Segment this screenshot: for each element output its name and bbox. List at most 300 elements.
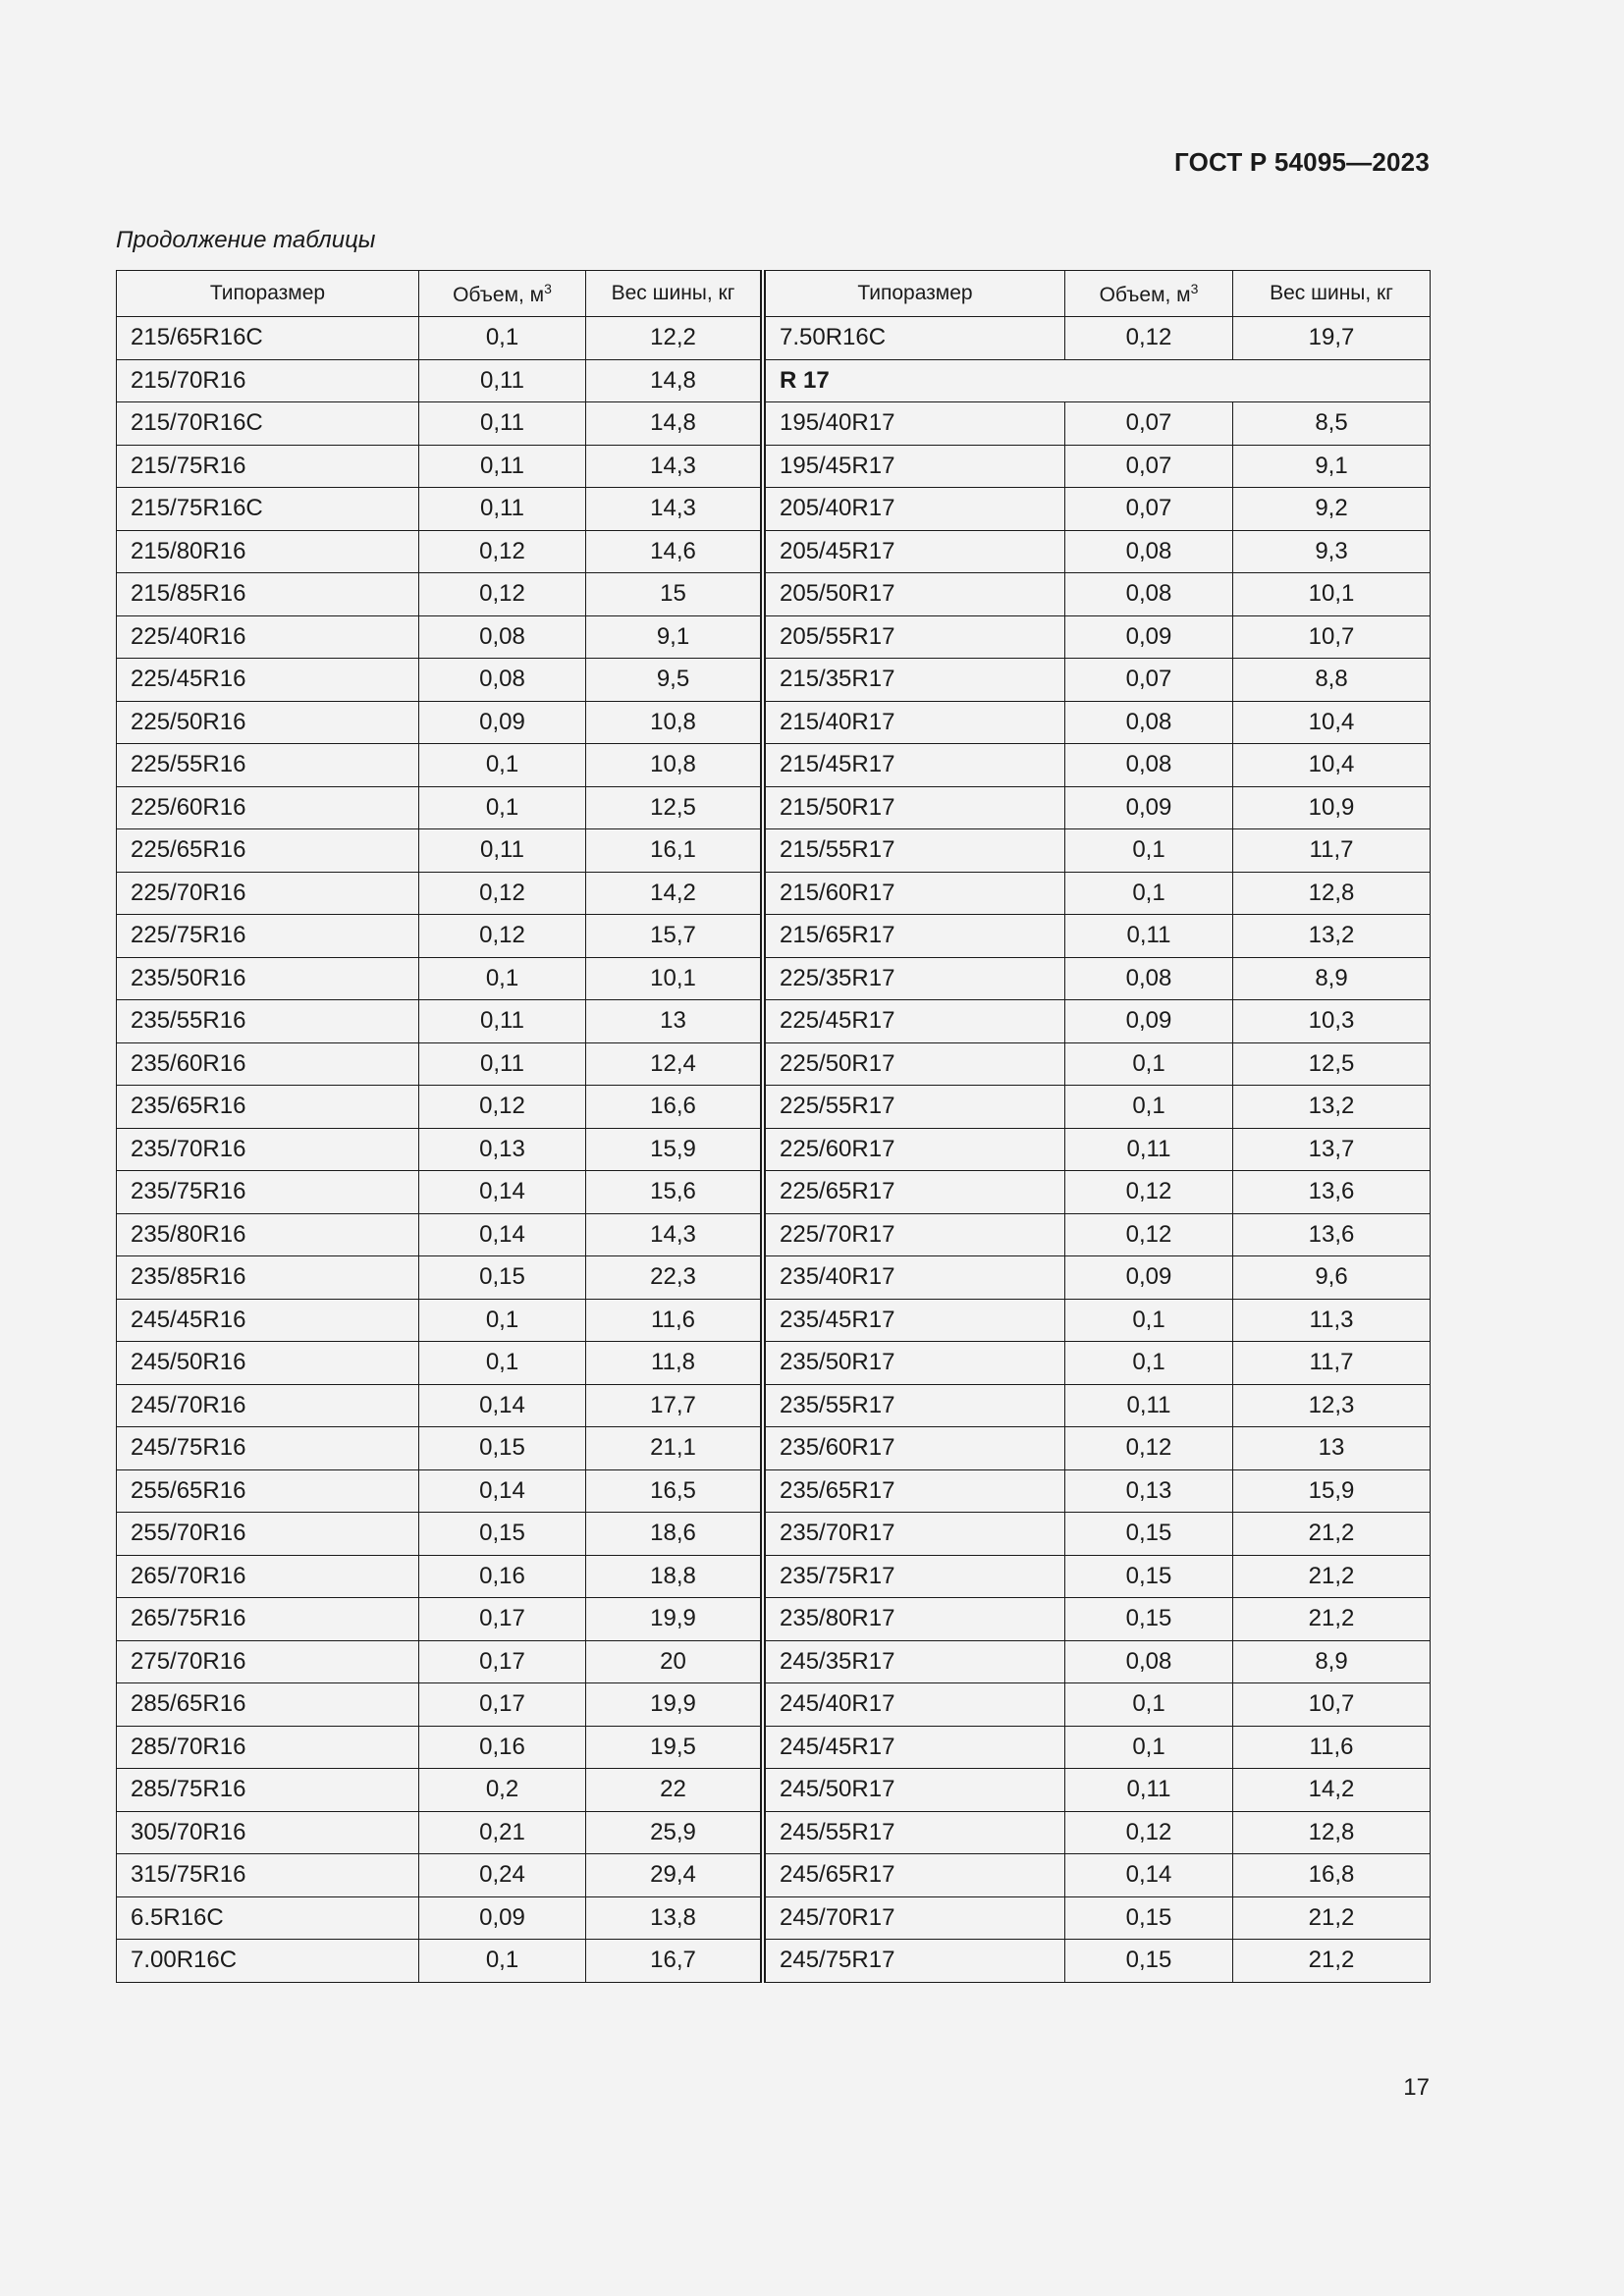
table-row [766,1000,1431,1043]
table-row [766,1598,1431,1641]
cell-volume: 0,1 [419,1342,586,1385]
cell-weight: 11,6 [586,1299,761,1342]
cell-weight: 14,3 [586,1213,761,1256]
cell-weight: 19,7 [1233,317,1431,360]
cell-volume: 0,11 [1065,915,1233,958]
table-row [117,530,761,573]
cell-size: 255/70R16 [117,1513,419,1556]
section-heading: R 17 [766,359,1431,402]
table-row [766,317,1431,360]
header-volume [1065,271,1233,317]
cell-size: 255/65R16 [117,1469,419,1513]
cell-volume: 0,1 [419,317,586,360]
cell-weight: 22,3 [586,1256,761,1300]
cell-weight: 25,9 [586,1811,761,1854]
cell-weight: 21,2 [1233,1513,1431,1556]
cell-size: 205/45R17 [766,530,1065,573]
cell-size: 195/40R17 [766,402,1065,446]
cell-volume: 0,16 [419,1555,586,1598]
table-row [117,1000,761,1043]
cell-size: 215/80R16 [117,530,419,573]
cell-weight: 9,1 [586,615,761,659]
cell-size: 245/45R17 [766,1726,1065,1769]
cell-size: 215/65R17 [766,915,1065,958]
cell-volume: 0,24 [419,1854,586,1897]
cell-volume: 0,12 [1065,1811,1233,1854]
cell-size: 315/75R16 [117,1854,419,1897]
cell-weight: 10,3 [1233,1000,1431,1043]
cell-volume: 0,12 [419,872,586,915]
cell-size: 215/75R16C [117,488,419,531]
cell-volume: 0,13 [419,1128,586,1171]
cell-volume: 0,15 [1065,1896,1233,1940]
cell-weight: 9,3 [1233,530,1431,573]
table-row [766,488,1431,531]
cell-size: 205/40R17 [766,488,1065,531]
table-row [117,1213,761,1256]
cell-size: 7.50R16C [766,317,1065,360]
cell-size: 235/60R17 [766,1427,1065,1470]
header-volume-unit-exponent: 3 [544,280,552,296]
cell-weight: 15,9 [1233,1469,1431,1513]
cell-weight: 10,8 [586,701,761,744]
cell-weight: 22 [586,1769,761,1812]
cell-weight: 12,3 [1233,1384,1431,1427]
cell-size: 215/70R16 [117,359,419,402]
cell-size: 245/75R16 [117,1427,419,1470]
cell-volume: 0,07 [1065,445,1233,488]
table-row [117,1640,761,1683]
cell-volume: 0,12 [419,1086,586,1129]
cell-size: 235/45R17 [766,1299,1065,1342]
cell-weight: 17,7 [586,1384,761,1427]
cell-volume: 0,12 [1065,1427,1233,1470]
cell-weight: 14,8 [586,402,761,446]
cell-volume: 0,14 [419,1171,586,1214]
cell-volume: 0,1 [1065,1683,1233,1727]
cell-volume: 0,17 [419,1640,586,1683]
cell-weight: 11,7 [1233,1342,1431,1385]
table-row [766,915,1431,958]
header-size: Типоразмер [766,271,1065,317]
cell-volume: 0,08 [1065,701,1233,744]
cell-weight: 10,9 [1233,786,1431,829]
cell-size: 215/50R17 [766,786,1065,829]
cell-volume: 0,07 [1065,659,1233,702]
table-row [766,957,1431,1000]
table-row [117,1555,761,1598]
cell-size: 225/65R16 [117,829,419,873]
cell-weight: 29,4 [586,1854,761,1897]
cell-weight: 15 [586,573,761,616]
cell-weight: 13,2 [1233,1086,1431,1129]
cell-weight: 13,6 [1233,1171,1431,1214]
cell-volume: 0,11 [1065,1769,1233,1812]
table-row [766,1299,1431,1342]
table-row [117,402,761,446]
cell-volume: 0,1 [1065,1042,1233,1086]
table-row [117,915,761,958]
table-row [766,1640,1431,1683]
table-row [766,701,1431,744]
cell-weight: 11,7 [1233,829,1431,873]
cell-weight: 16,5 [586,1469,761,1513]
table-row [117,1940,761,1983]
table-row [117,1128,761,1171]
cell-size: 235/80R17 [766,1598,1065,1641]
cell-size: 245/55R17 [766,1811,1065,1854]
cell-size: 285/70R16 [117,1726,419,1769]
cell-size: 215/55R17 [766,829,1065,873]
cell-size: 235/75R16 [117,1171,419,1214]
table-row [766,1427,1431,1470]
cell-weight: 9,6 [1233,1256,1431,1300]
cell-size: 235/85R16 [117,1256,419,1300]
cell-weight: 10,7 [1233,1683,1431,1727]
cell-volume: 0,15 [419,1256,586,1300]
cell-weight: 21,2 [1233,1598,1431,1641]
cell-size: 225/55R16 [117,744,419,787]
cell-weight: 9,2 [1233,488,1431,531]
cell-volume: 0,11 [419,829,586,873]
cell-size: 285/65R16 [117,1683,419,1727]
table-row [117,445,761,488]
table-row [766,1854,1431,1897]
cell-volume: 0,17 [419,1598,586,1641]
cell-volume: 0,13 [1065,1469,1233,1513]
table-row [766,786,1431,829]
cell-size: 215/45R17 [766,744,1065,787]
cell-volume: 0,12 [419,915,586,958]
tire-table [116,270,1431,1983]
cell-weight: 8,8 [1233,659,1431,702]
table-row [117,1042,761,1086]
cell-size: 235/65R16 [117,1086,419,1129]
cell-weight: 21,1 [586,1427,761,1470]
cell-size: 205/55R17 [766,615,1065,659]
cell-weight: 19,9 [586,1683,761,1727]
table-row [117,786,761,829]
cell-volume: 0,11 [419,402,586,446]
cell-volume: 0,11 [1065,1128,1233,1171]
cell-weight: 18,8 [586,1555,761,1598]
cell-weight: 9,1 [1233,445,1431,488]
cell-weight: 19,5 [586,1726,761,1769]
table-row [766,1342,1431,1385]
table-row [117,488,761,531]
cell-size: 235/65R17 [766,1469,1065,1513]
cell-volume: 0,1 [419,786,586,829]
cell-size: 215/65R16C [117,317,419,360]
cell-volume: 0,12 [1065,1213,1233,1256]
cell-weight: 12,8 [1233,1811,1431,1854]
table-row [766,1042,1431,1086]
table-row [117,1299,761,1342]
table-row [766,615,1431,659]
cell-size: 225/65R17 [766,1171,1065,1214]
cell-weight: 15,7 [586,915,761,958]
cell-volume: 0,08 [1065,744,1233,787]
cell-weight: 12,8 [1233,872,1431,915]
table-row [766,1171,1431,1214]
cell-volume: 0,11 [1065,1384,1233,1427]
cell-size: 245/65R17 [766,1854,1065,1897]
cell-size: 225/60R16 [117,786,419,829]
cell-weight: 10,1 [1233,573,1431,616]
cell-weight: 16,7 [586,1940,761,1983]
cell-size: 205/50R17 [766,573,1065,616]
cell-size: 225/60R17 [766,1128,1065,1171]
table-row [117,659,761,702]
cell-volume: 0,1 [1065,829,1233,873]
table-row [766,1769,1431,1812]
cell-weight: 13,7 [1233,1128,1431,1171]
cell-size: 235/55R16 [117,1000,419,1043]
cell-volume: 0,12 [1065,1171,1233,1214]
table-row [766,829,1431,873]
cell-weight: 13 [1233,1427,1431,1470]
cell-size: 235/70R16 [117,1128,419,1171]
table-row [117,1598,761,1641]
cell-volume: 0,1 [1065,1086,1233,1129]
table-row [766,1086,1431,1129]
cell-weight: 14,2 [1233,1769,1431,1812]
cell-weight: 18,6 [586,1513,761,1556]
cell-size: 235/50R17 [766,1342,1065,1385]
table-row [117,1683,761,1727]
cell-size: 225/50R16 [117,701,419,744]
cell-size: 215/85R16 [117,573,419,616]
cell-volume: 0,1 [419,744,586,787]
table-row [117,359,761,402]
cell-weight: 16,8 [1233,1854,1431,1897]
cell-volume: 0,08 [419,659,586,702]
cell-size: 245/50R16 [117,1342,419,1385]
table-row [117,615,761,659]
cell-weight: 13 [586,1000,761,1043]
cell-weight: 10,4 [1233,701,1431,744]
cell-volume: 0,2 [419,1769,586,1812]
table-row [766,1683,1431,1727]
cell-volume: 0,15 [1065,1513,1233,1556]
table-row [117,957,761,1000]
cell-volume: 0,14 [419,1213,586,1256]
table-row [766,744,1431,787]
cell-volume: 0,09 [419,1896,586,1940]
cell-size: 245/70R16 [117,1384,419,1427]
cell-weight: 16,1 [586,829,761,873]
header-row [117,271,761,317]
cell-weight: 14,3 [586,445,761,488]
cell-volume: 0,09 [419,701,586,744]
cell-volume: 0,15 [1065,1940,1233,1983]
cell-size: 225/50R17 [766,1042,1065,1086]
cell-weight: 14,2 [586,872,761,915]
cell-weight: 15,9 [586,1128,761,1171]
cell-size: 265/70R16 [117,1555,419,1598]
cell-volume: 0,1 [1065,1342,1233,1385]
cell-weight: 9,5 [586,659,761,702]
cell-volume: 0,08 [1065,573,1233,616]
table-row [117,872,761,915]
table-row [117,1086,761,1129]
table-row [117,1469,761,1513]
cell-weight: 12,5 [586,786,761,829]
cell-size: 235/50R16 [117,957,419,1000]
table-continuation-caption: Продолжение таблицы [116,227,376,253]
cell-size: 225/45R17 [766,1000,1065,1043]
table-row [117,1513,761,1556]
cell-volume: 0,1 [1065,1726,1233,1769]
cell-size: 235/55R17 [766,1384,1065,1427]
cell-volume: 0,12 [419,530,586,573]
table-row [766,1940,1431,1983]
table-row [117,1854,761,1897]
cell-weight: 11,8 [586,1342,761,1385]
cell-size: 215/35R17 [766,659,1065,702]
cell-volume: 0,15 [1065,1598,1233,1641]
table-row [766,530,1431,573]
table-row [117,317,761,360]
cell-weight: 14,8 [586,359,761,402]
table-row [766,1811,1431,1854]
cell-volume: 0,16 [419,1726,586,1769]
table-row [117,1171,761,1214]
cell-weight: 21,2 [1233,1896,1431,1940]
cell-volume: 0,11 [419,1042,586,1086]
cell-size: 7.00R16C [117,1940,419,1983]
table-row [117,1342,761,1385]
table-row [117,1726,761,1769]
cell-volume: 0,14 [419,1384,586,1427]
cell-volume: 0,09 [1065,1000,1233,1043]
cell-size: 245/50R17 [766,1769,1065,1812]
table-row [766,1555,1431,1598]
cell-volume: 0,1 [419,1940,586,1983]
cell-weight: 11,6 [1233,1726,1431,1769]
cell-size: 235/60R16 [117,1042,419,1086]
header-weight: Вес шины, кг [1233,271,1431,317]
header-row [766,271,1431,317]
cell-volume: 0,11 [419,1000,586,1043]
cell-size: 235/70R17 [766,1513,1065,1556]
cell-weight: 14,3 [586,488,761,531]
cell-weight: 12,4 [586,1042,761,1086]
cell-size: 225/45R16 [117,659,419,702]
cell-size: 245/40R17 [766,1683,1065,1727]
cell-volume: 0,15 [1065,1555,1233,1598]
table-row [117,744,761,787]
cell-weight: 14,6 [586,530,761,573]
cell-weight: 20 [586,1640,761,1683]
table-row [766,402,1431,446]
table-row [766,573,1431,616]
cell-volume: 0,15 [419,1513,586,1556]
cell-size: 305/70R16 [117,1811,419,1854]
cell-weight: 13,2 [1233,915,1431,958]
cell-volume: 0,1 [1065,1299,1233,1342]
table-row [766,1726,1431,1769]
table-row [766,872,1431,915]
table-row [766,659,1431,702]
cell-volume: 0,12 [419,573,586,616]
table-row [117,1256,761,1300]
cell-weight: 10,1 [586,957,761,1000]
tire-table-right [765,270,1431,1983]
cell-volume: 0,12 [1065,317,1233,360]
table-row [766,1513,1431,1556]
table-row [117,1427,761,1470]
table-row [766,1896,1431,1940]
cell-size: 225/35R17 [766,957,1065,1000]
table-row [766,1256,1431,1300]
cell-volume: 0,21 [419,1811,586,1854]
cell-weight: 10,4 [1233,744,1431,787]
header-volume-label: Объем, м [453,283,545,306]
cell-weight: 11,3 [1233,1299,1431,1342]
cell-weight: 12,5 [1233,1042,1431,1086]
cell-volume: 0,1 [419,1299,586,1342]
cell-size: 215/70R16C [117,402,419,446]
cell-size: 195/45R17 [766,445,1065,488]
cell-size: 225/55R17 [766,1086,1065,1129]
cell-weight: 15,6 [586,1171,761,1214]
cell-volume: 0,09 [1065,1256,1233,1300]
cell-weight: 8,9 [1233,1640,1431,1683]
cell-weight: 13,6 [1233,1213,1431,1256]
cell-volume: 0,15 [419,1427,586,1470]
cell-volume: 0,09 [1065,786,1233,829]
table-row [117,1811,761,1854]
cell-volume: 0,11 [419,445,586,488]
table-row [117,701,761,744]
cell-size: 235/40R17 [766,1256,1065,1300]
cell-size: 245/45R16 [117,1299,419,1342]
header-size: Типоразмер [117,271,419,317]
header-volume-label: Объем, м [1099,283,1191,306]
header-volume-unit-exponent: 3 [1190,280,1199,296]
cell-size: 235/75R17 [766,1555,1065,1598]
cell-size: 225/70R16 [117,872,419,915]
header-weight: Вес шины, кг [586,271,761,317]
table-row [766,1469,1431,1513]
cell-size: 245/35R17 [766,1640,1065,1683]
cell-volume: 0,17 [419,1683,586,1727]
cell-size: 245/75R17 [766,1940,1065,1983]
cell-size: 285/75R16 [117,1769,419,1812]
cell-weight: 16,6 [586,1086,761,1129]
cell-volume: 0,08 [1065,530,1233,573]
cell-volume: 0,07 [1065,402,1233,446]
cell-weight: 21,2 [1233,1940,1431,1983]
cell-size: 6.5R16C [117,1896,419,1940]
cell-size: 235/80R16 [117,1213,419,1256]
cell-weight: 10,7 [1233,615,1431,659]
cell-size: 245/70R17 [766,1896,1065,1940]
cell-weight: 8,9 [1233,957,1431,1000]
cell-weight: 12,2 [586,317,761,360]
table-row [117,829,761,873]
cell-weight: 13,8 [586,1896,761,1940]
table-row [766,1384,1431,1427]
table-row [117,1896,761,1940]
table-row [766,359,1431,402]
table-row [766,1213,1431,1256]
cell-volume: 0,09 [1065,615,1233,659]
cell-volume: 0,07 [1065,488,1233,531]
cell-volume: 0,11 [419,359,586,402]
header-volume [419,271,586,317]
